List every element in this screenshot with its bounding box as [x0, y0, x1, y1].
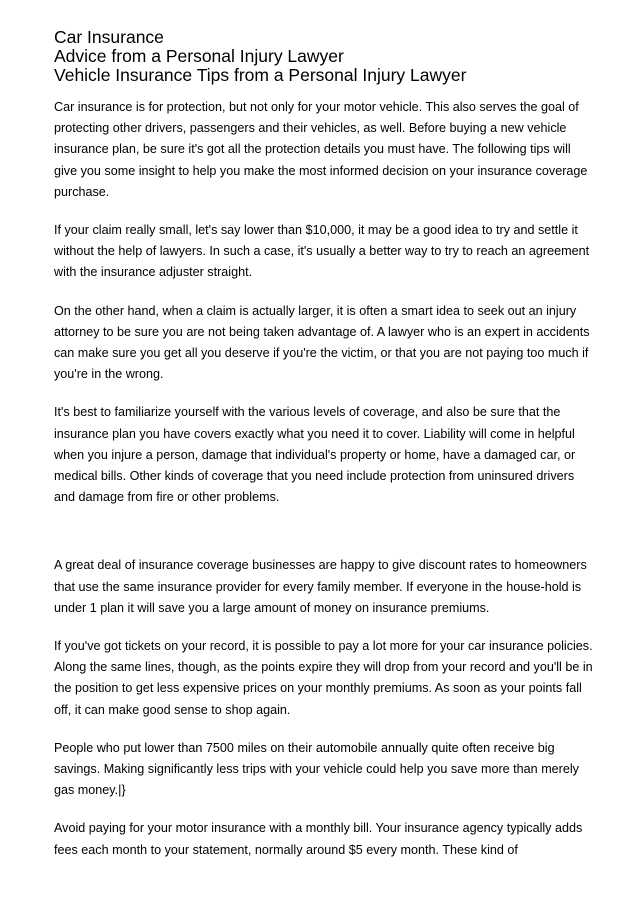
- section-spacer: [54, 525, 594, 555]
- paragraph-intro: Car insurance is for protection, but not only for your motor vehicle. This also serves the goal of protecting other drivers, passengers and their vehicles, as well. Before buying a new vehicle insurance plan, be sure it's got all the protection details you must have. The following tips will give you some insight to help you make the most informed decision on your insurance coverage purchase.: [54, 100, 588, 199]
- paragraph-small-claims: If your claim really small, let's say lower than $10,000, it may be a good idea to try and settle it without the help of lawyers. In such a case, it's usually a better way to try to reach an agreement with the insurance adjuster straight.: [54, 223, 590, 280]
- document-body: [54, 97, 594, 861]
- document-subtitle: Advice from a Personal Injury Lawyer: [54, 46, 344, 66]
- paragraph-tickets: If you've got tickets on your record, it is possible to pay a lot more for your car insurance policies. Along the same lines, though, as the points expire they will drop from your record and you'll be in the position to get less expensive prices on your monthly premiums. As soon as your points fall off, it can make good sense to shop again.: [54, 639, 593, 717]
- paragraph-coverage-levels: It's best to familiarize yourself with the various levels of coverage, and also be sure that the insurance plan you have covers exactly what you need it to cover. Liability will come in helpful when you injure a person, damage that individual's property or home, have a damaged car, or medical bills. Other kinds of coverage that you need include protection from uninsured drivers and damage from fire or other problems.: [54, 405, 576, 505]
- paragraph-family-discounts: A great deal of insurance coverage businesses are happy to give discount rates to homeowners that use the same insurance provider for every family member. If everyone in the house-hold is under 1 plan it will save you a large amount of money on insurance premiums.: [54, 558, 587, 615]
- paragraph-mileage: People who put lower than 7500 miles on their automobile annually quite often receive big savings. Making significantly less trips with your vehicle could help you save more than merely gas money.|}: [54, 740, 579, 798]
- paragraph-large-claims: On the other hand, when a claim is actually larger, it is often a smart idea to seek out an injury attorney to be sure you are not being taken advantage of. A lawyer who is an expert in accidents can make sure you get all you deserve if you're the victim, or that you are not paying too much if you're in the wrong.: [54, 303, 590, 382]
- document-page: [54, 28, 594, 878]
- document-subtitle-secondary: Vehicle Insurance Tips from a Personal Injury Lawyer: [54, 65, 467, 85]
- document-title-block: [54, 28, 594, 85]
- document-title: Car Insurance: [54, 27, 164, 47]
- paragraph-monthly-bill: Avoid paying for your motor insurance with a monthly bill. Your insurance agency typically adds fees each month to your statement, normally around $5 every month. These kind of: [54, 821, 583, 857]
